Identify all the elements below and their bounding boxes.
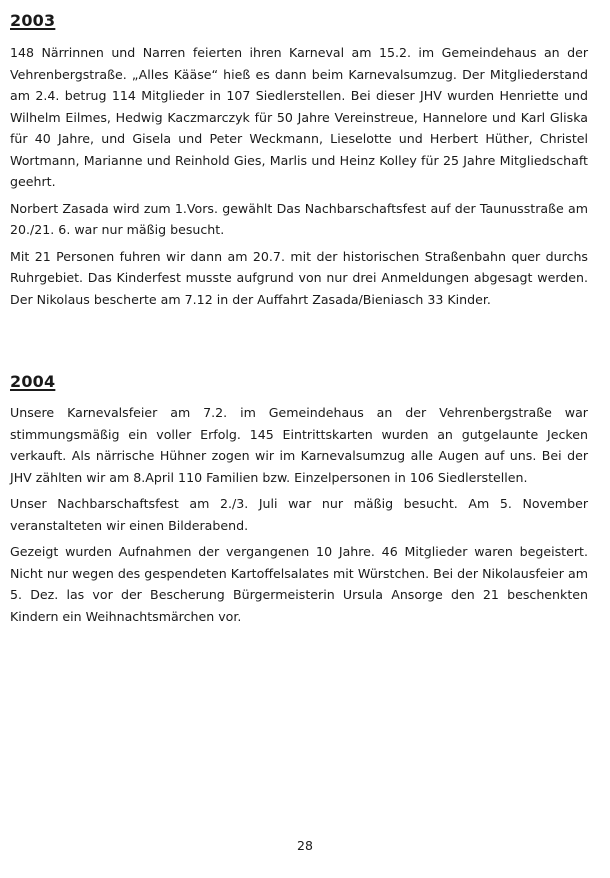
paragraph: Gezeigt wurden Aufnahmen der vergangenen 10 Jahre. 46 Mitglieder waren begeistert. Nicht nur wegen des gespendeten Kartoffelsalates mit Würstchen. Bei der Nikolausfeier am 5. Dez. las vor der Bescherung Bürgermeisterin Ursula Ansorge den 21 beschenkten Kindern ein Weihnachtsmärchen vor. [10, 544, 588, 624]
paragraph: Unser Nachbarschaftsfest am 2./3. Juli war nur mäßig besucht. Am 5. November veranstalteten wir einen Bilderabend. [10, 496, 588, 533]
section-body-2004 [10, 402, 588, 627]
paragraph: 148 Närrinnen und Narren feierten ihren Karneval am 15.2. im Gemeindehaus an der Vehrenbergstraße. „Alles Kääse“ hieß es dann beim Karnevalsumzug. Der Mitgliederstand am 2.4. betrug 114 Mitglieder in 107 Siedlerstellen. Bei dieser JHV wurden Henriette und Wilhelm Eilmes, Hedwig Kaczmarczyk für 50 Jahre Vereinstreue, Hannelore und Karl Gliska für 40 Jahre, und Gisela und Peter Weckmann, Lieselotte und Herbert Hüther, Christel Wortmann, Marianne und Reinhold Gies, Marlis und Heinz Kolley für 25 Jahre Mitgliedschaft geehrt. [10, 45, 588, 189]
section-body-2003 [10, 42, 588, 310]
page-number: 28 [297, 838, 313, 853]
paragraph: Norbert Zasada wird zum 1.Vors. gewählt Das Nachbarschaftsfest auf der Taunusstraße am 20./21. 6. war nur mäßig besucht. [10, 200, 588, 237]
section-heading-2004: 2004 [10, 372, 56, 391]
paragraph: Unsere Karnevalsfeier am 7.2. im Gemeindehaus an der Vehrenbergstraße war stimmungsmäßig ein voller Erfolg. 145 Eintrittskarten wurden an gutgelaunte Jecken verkauft. Als närrische Hühner zogen wir im Karnevalsumzug alle Augen auf uns. Bei der JHV zählten wir am 8.April 110 Familien bzw. Einzelpersonen in 106 Siedlerstellen. [10, 405, 588, 485]
section-heading-2003: 2003 [10, 11, 56, 30]
paragraph: Mit 21 Personen fuhren wir dann am 20.7. mit der historischen Straßenbahn quer durchs Ruhrgebiet. Das Kinderfest musste aufgrund von nur drei Anmeldungen abgesagt werden. Der Nikolaus bescherte am 7.12 in der Auffahrt Zasada/Bieniasch 33 Kinder. [10, 248, 588, 307]
